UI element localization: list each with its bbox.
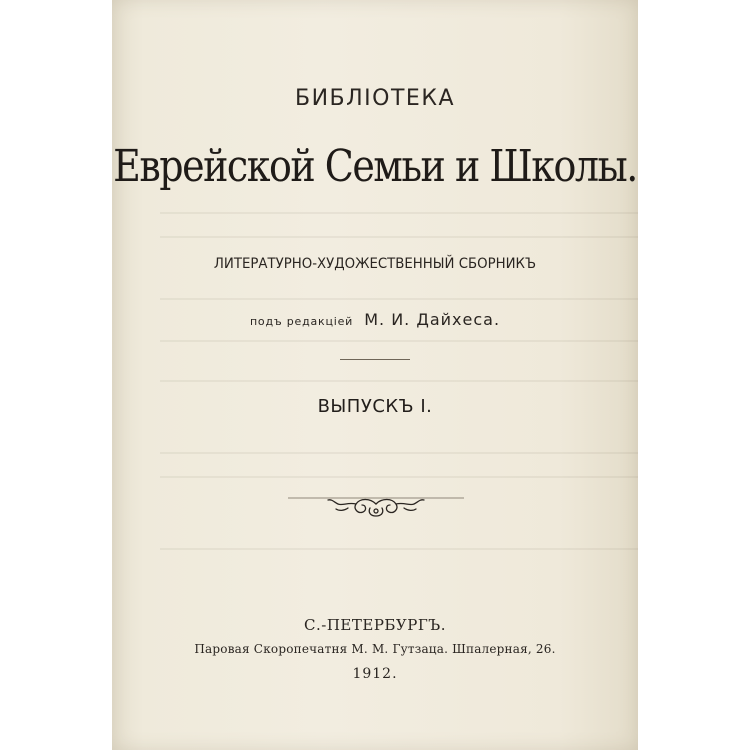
divider-rule	[340, 359, 410, 360]
editor-label: подъ редакцiей	[249, 315, 354, 328]
imprint-printer: Паровая Скоропечатня М. М. Гутзаца. Шпалерная, 26.	[194, 642, 556, 656]
editor-name: М. И. Дайхеса.	[364, 310, 501, 329]
library-heading: БИБЛIОТЕКА	[295, 86, 455, 111]
editor-line	[112, 310, 638, 329]
show-through-line	[160, 476, 638, 478]
subtitle: ЛИТЕРАТУРНО-ХУДОЖЕСТВЕННЫЙ СБОРНИКЪ	[213, 256, 537, 272]
show-through-line	[160, 452, 638, 454]
show-through-line	[160, 212, 638, 214]
imprint-year: 1912.	[352, 666, 398, 682]
show-through-line	[160, 298, 638, 300]
issue-number: ВЫПУСКЪ I.	[317, 396, 433, 417]
title-page-content	[112, 0, 638, 750]
book-title: Еврейской Семьи и Школы.	[113, 140, 637, 192]
show-through-line	[160, 380, 638, 382]
ornament-icon	[286, 494, 466, 520]
show-through-line	[160, 236, 638, 238]
show-through-line	[160, 340, 638, 342]
imprint-city: С.-ПЕТЕРБУРГЪ.	[304, 616, 446, 634]
title-page	[112, 0, 638, 750]
show-through-line	[160, 548, 638, 550]
